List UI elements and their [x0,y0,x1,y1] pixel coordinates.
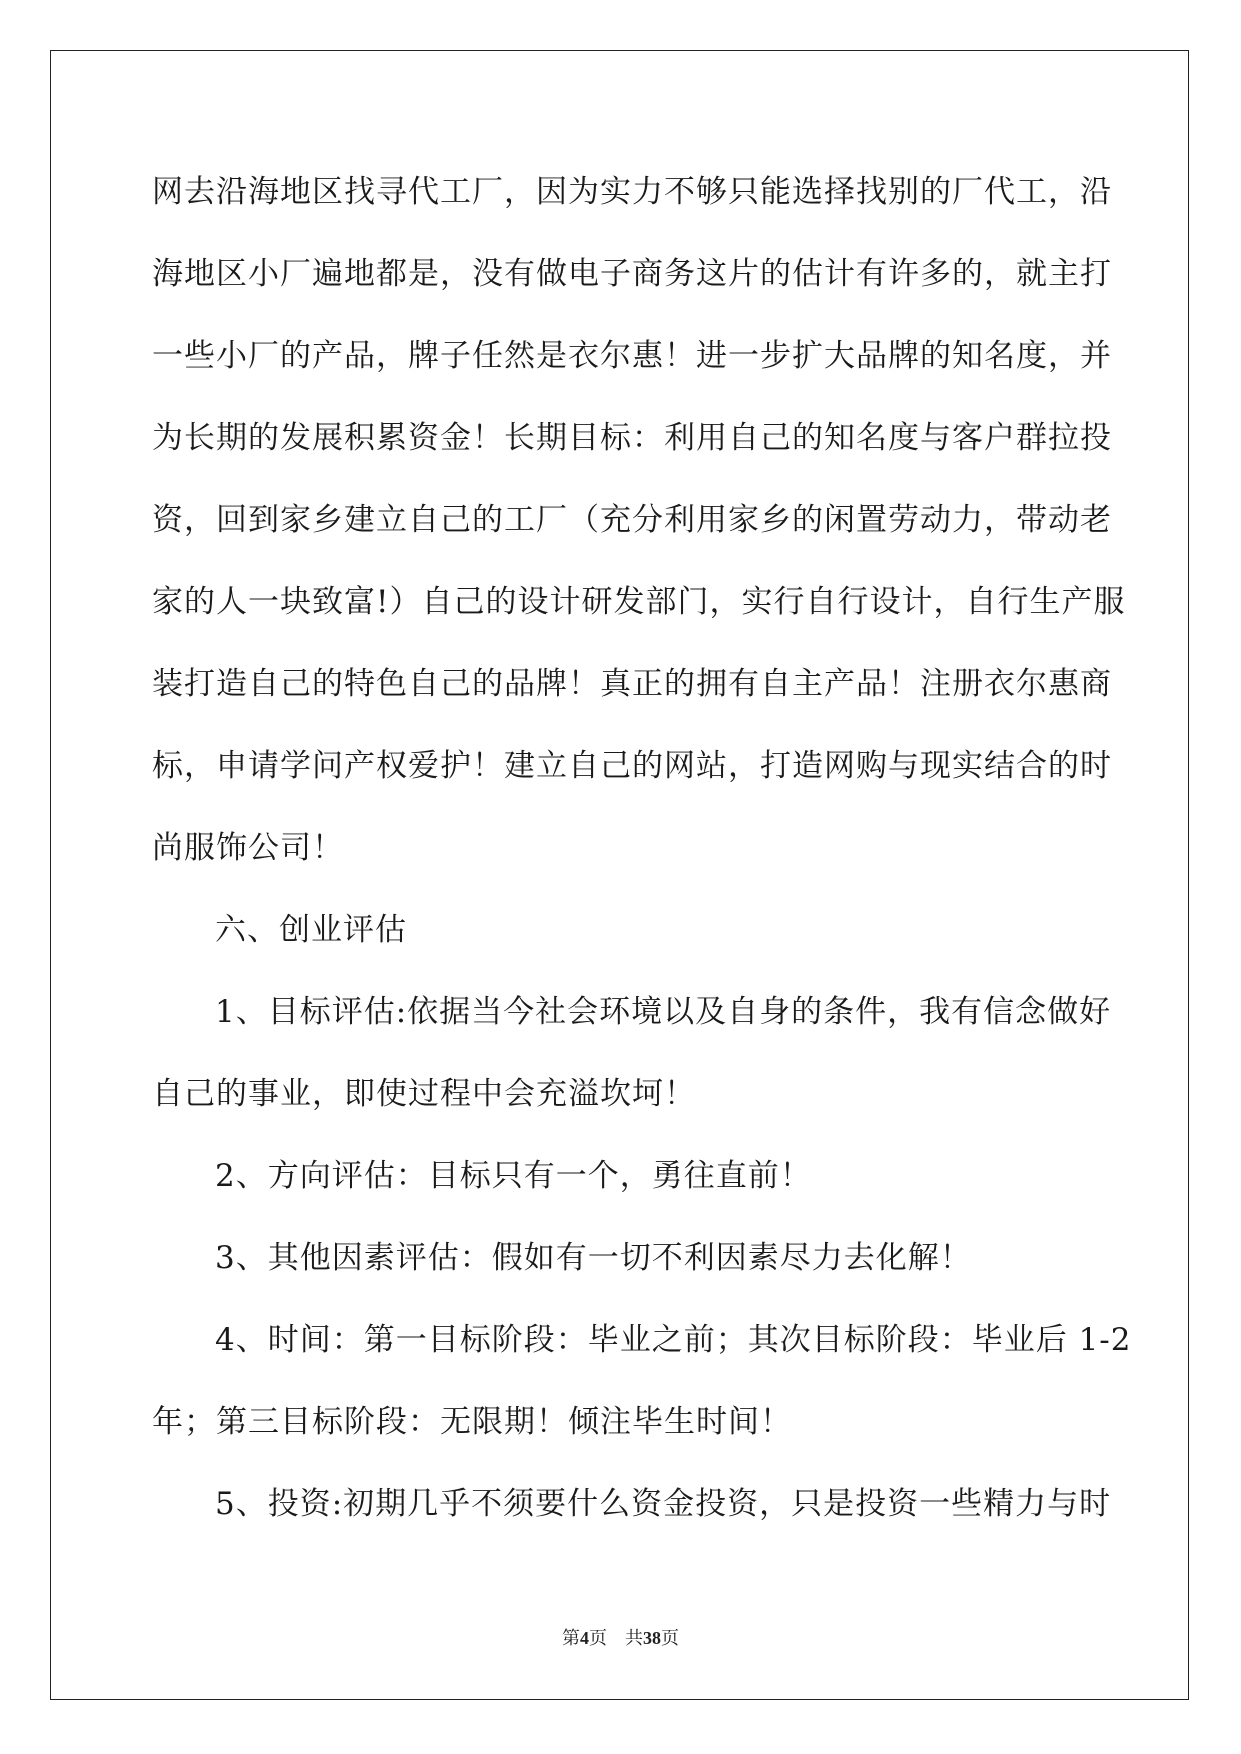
paragraph-line: 3、其他因素评估：假如有一切不利因素尽力去化解！ [215,1240,972,1276]
page-number: 4 [580,1628,589,1648]
page-prefix: 第 [562,1628,580,1648]
paragraph-line: 尚服饰公司！ [152,830,344,866]
paragraph-line: 年；第三目标阶段：无限期！倾注毕生时间！ [152,1404,792,1440]
page-footer [0,1624,1241,1650]
page-suffix: 页 [589,1628,607,1648]
paragraph-line: 5、投资:初期几乎不须要什么资金投资，只是投资一些精力与时 [215,1486,1112,1522]
section-heading: 六、创业评估 [215,912,407,948]
paragraph-line: 海地区小厂遍地都是，没有做电子商务这片的估计有许多的，就主打 [152,256,1112,292]
paragraph-line: 资，回到家乡建立自己的工厂（充分利用家乡的闲置劳动力，带动老 [152,502,1112,538]
document-body [152,164,1132,1558]
paragraph-line: 装打造自己的特色自己的品牌！真正的拥有自主产品！注册衣尔惠商 [152,666,1112,702]
paragraph-line: 标，申请学问产权爱护！建立自己的网站，打造网购与现实结合的时 [152,748,1112,784]
paragraph-line: 家的人一块致富!）自己的设计研发部门，实行自行设计，自行生产服 [152,584,1126,620]
total-prefix: 共 [625,1628,643,1648]
total-pages: 38 [643,1628,661,1648]
paragraph-line: 网去沿海地区找寻代工厂，因为实力不够只能选择找别的厂代工，沿 [152,174,1112,210]
paragraph-line: 1、目标评估:依据当今社会环境以及自身的条件，我有信念做好 [215,994,1112,1030]
total-suffix: 页 [661,1628,679,1648]
paragraph-line: 自己的事业，即使过程中会充溢坎坷！ [152,1076,696,1112]
paragraph-line: 一些小厂的产品，牌子任然是衣尔惠！进一步扩大品牌的知名度，并 [152,338,1112,374]
paragraph-line: 为长期的发展积累资金！长期目标：利用自己的知名度与客户群拉投 [152,420,1112,456]
paragraph-line: 2、方向评估：目标只有一个，勇往直前！ [215,1158,812,1194]
paragraph-line: 4、时间：第一目标阶段：毕业之前；其次目标阶段：毕业后 1-2 [215,1322,1132,1358]
